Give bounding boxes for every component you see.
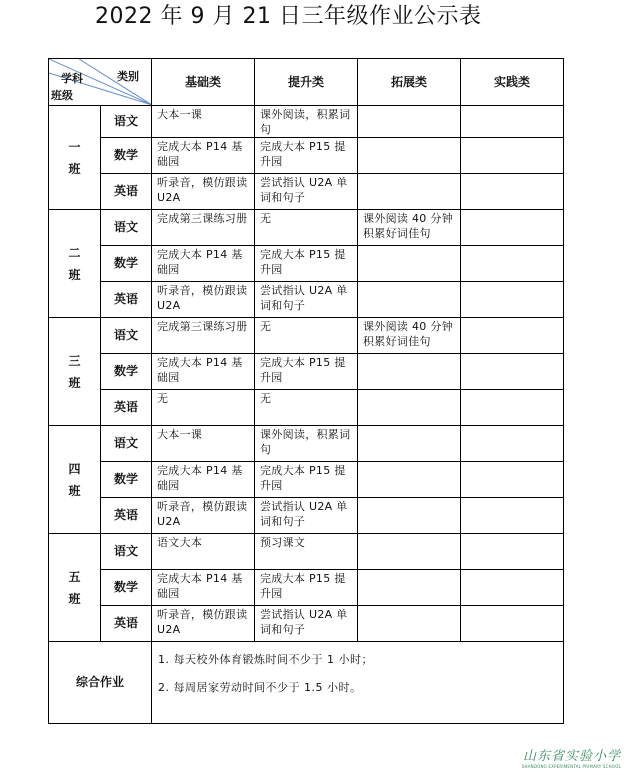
practice-task-cell — [461, 106, 564, 138]
practice-task-cell — [461, 354, 564, 390]
practice-task-cell — [461, 210, 564, 246]
extend-task-cell — [358, 426, 461, 462]
logo-main-text: 山东省实验小学 — [522, 749, 621, 764]
practice-task-cell — [461, 462, 564, 498]
basic-task-cell: 大本一课 — [152, 426, 255, 462]
subject-cell: 英语 — [101, 174, 152, 210]
class-name-cell — [49, 106, 101, 210]
basic-task-cell: 完成大本 P14 基础园 — [152, 354, 255, 390]
extend-task-cell — [358, 282, 461, 318]
subject-cell: 英语 — [101, 282, 152, 318]
homework-table — [48, 58, 564, 724]
improve-task-cell: 完成大本 P15 提升园 — [255, 246, 358, 282]
summary-content — [152, 642, 564, 724]
basic-task-cell: 完成第三课练习册 — [152, 210, 255, 246]
table-row — [49, 390, 564, 426]
improve-task-cell: 尝试指认 U2A 单词和句子 — [255, 606, 358, 642]
basic-task-cell: 完成第三课练习册 — [152, 318, 255, 354]
improve-task-cell: 尝试指认 U2A 单词和句子 — [255, 282, 358, 318]
extend-task-cell — [358, 246, 461, 282]
basic-task-cell: 听录音，模仿跟读 U2A — [152, 498, 255, 534]
class-name-cell — [49, 210, 101, 318]
improve-task-cell: 无 — [255, 390, 358, 426]
practice-task-cell — [461, 498, 564, 534]
school-logo — [522, 745, 621, 769]
table-row — [49, 174, 564, 210]
summary-row — [49, 642, 564, 724]
subject-cell: 数学 — [101, 246, 152, 282]
logo-sub-text: SHANDONG EXPERIMENTAL PRIMARY SCHOOL — [521, 764, 621, 769]
practice-task-cell — [461, 246, 564, 282]
subject-cell: 英语 — [101, 606, 152, 642]
practice-task-cell — [461, 390, 564, 426]
subject-cell: 语文 — [101, 426, 152, 462]
class-name-bottom: 班 — [68, 267, 81, 282]
basic-task-cell: 完成大本 P14 基础园 — [152, 570, 255, 606]
table-row — [49, 106, 564, 138]
extend-task-cell — [358, 570, 461, 606]
table-row — [49, 354, 564, 390]
practice-task-cell — [461, 426, 564, 462]
improve-task-cell: 完成大本 P15 提升园 — [255, 354, 358, 390]
practice-task-cell — [461, 318, 564, 354]
basic-task-cell: 听录音，模仿跟读 U2A — [152, 606, 255, 642]
practice-task-cell — [461, 534, 564, 570]
column-header-basic: 基础类 — [152, 59, 255, 106]
extend-task-cell — [358, 534, 461, 570]
class-name-top: 三 — [68, 353, 81, 368]
basic-task-cell: 完成大本 P14 基础园 — [152, 246, 255, 282]
class-name-top: 二 — [68, 245, 81, 260]
basic-task-cell: 语文大本 — [152, 534, 255, 570]
subject-cell: 语文 — [101, 106, 152, 138]
table-row — [49, 246, 564, 282]
practice-task-cell — [461, 606, 564, 642]
improve-task-cell: 尝试指认 U2A 单词和句子 — [255, 498, 358, 534]
subject-cell: 数学 — [101, 570, 152, 606]
class-name-top: 四 — [68, 461, 81, 476]
header-subject-label: 学科 — [61, 72, 83, 85]
header-class-label: 班级 — [51, 89, 73, 102]
summary-item-2: 2. 每周居家劳动时间不少于 1.5 小时。 — [158, 681, 362, 694]
class-name-cell — [49, 426, 101, 534]
practice-task-cell — [461, 570, 564, 606]
table-row — [49, 570, 564, 606]
table-row — [49, 462, 564, 498]
improve-task-cell: 无 — [255, 210, 358, 246]
extend-task-cell — [358, 498, 461, 534]
subject-cell: 数学 — [101, 138, 152, 174]
subject-cell: 数学 — [101, 462, 152, 498]
basic-task-cell: 完成大本 P14 基础园 — [152, 462, 255, 498]
table-row — [49, 606, 564, 642]
summary-item-1: 1. 每天校外体育锻炼时间不少于 1 小时； — [158, 653, 373, 666]
basic-task-cell: 听录音，模仿跟读 U2A — [152, 282, 255, 318]
improve-task-cell: 课外阅读，积累词句 — [255, 106, 358, 138]
improve-task-cell: 课外阅读，积累词句 — [255, 426, 358, 462]
column-header-extend: 拓展类 — [358, 59, 461, 106]
table-row — [49, 210, 564, 246]
improve-task-cell: 完成大本 P15 提升园 — [255, 570, 358, 606]
class-name-bottom: 班 — [68, 161, 81, 176]
extend-task-cell — [358, 354, 461, 390]
class-name-cell — [49, 318, 101, 426]
practice-task-cell — [461, 282, 564, 318]
basic-task-cell: 大本一课 — [152, 106, 255, 138]
extend-task-cell: 课外阅读 40 分钟积累好词佳句 — [358, 210, 461, 246]
header-type-label: 类别 — [117, 70, 139, 83]
class-name-bottom: 班 — [68, 375, 81, 390]
basic-task-cell: 听录音，模仿跟读 U2A — [152, 174, 255, 210]
improve-task-cell: 预习课文 — [255, 534, 358, 570]
summary-label: 综合作业 — [49, 642, 152, 724]
extend-task-cell — [358, 462, 461, 498]
basic-task-cell: 完成大本 P14 基础园 — [152, 138, 255, 174]
subject-cell: 数学 — [101, 354, 152, 390]
subject-cell: 英语 — [101, 390, 152, 426]
table-row — [49, 318, 564, 354]
extend-task-cell — [358, 174, 461, 210]
subject-cell: 语文 — [101, 534, 152, 570]
extend-task-cell — [358, 138, 461, 174]
improve-task-cell: 完成大本 P15 提升园 — [255, 462, 358, 498]
table-row — [49, 426, 564, 462]
class-name-bottom: 班 — [68, 591, 81, 606]
column-header-practice: 实践类 — [461, 59, 564, 106]
extend-task-cell — [358, 106, 461, 138]
table-row — [49, 282, 564, 318]
basic-task-cell: 无 — [152, 390, 255, 426]
table-row — [49, 498, 564, 534]
class-name-bottom: 班 — [68, 483, 81, 498]
table-row — [49, 138, 564, 174]
extend-task-cell: 课外阅读 40 分钟积累好词佳句 — [358, 318, 461, 354]
improve-task-cell: 完成大本 P15 提升园 — [255, 138, 358, 174]
page-title: 2022 年 9 月 21 日三年级作业公示表 — [95, 4, 482, 29]
subject-cell: 英语 — [101, 498, 152, 534]
table-row — [49, 534, 564, 570]
extend-task-cell — [358, 390, 461, 426]
header-diagonal-cell — [49, 59, 152, 106]
improve-task-cell: 无 — [255, 318, 358, 354]
header-row — [49, 59, 564, 106]
improve-task-cell: 尝试指认 U2A 单词和句子 — [255, 174, 358, 210]
class-name-cell — [49, 534, 101, 642]
subject-cell: 语文 — [101, 210, 152, 246]
class-name-top: 一 — [68, 139, 81, 154]
extend-task-cell — [358, 606, 461, 642]
practice-task-cell — [461, 138, 564, 174]
practice-task-cell — [461, 174, 564, 210]
column-header-improve: 提升类 — [255, 59, 358, 106]
subject-cell: 语文 — [101, 318, 152, 354]
class-name-top: 五 — [68, 569, 81, 584]
